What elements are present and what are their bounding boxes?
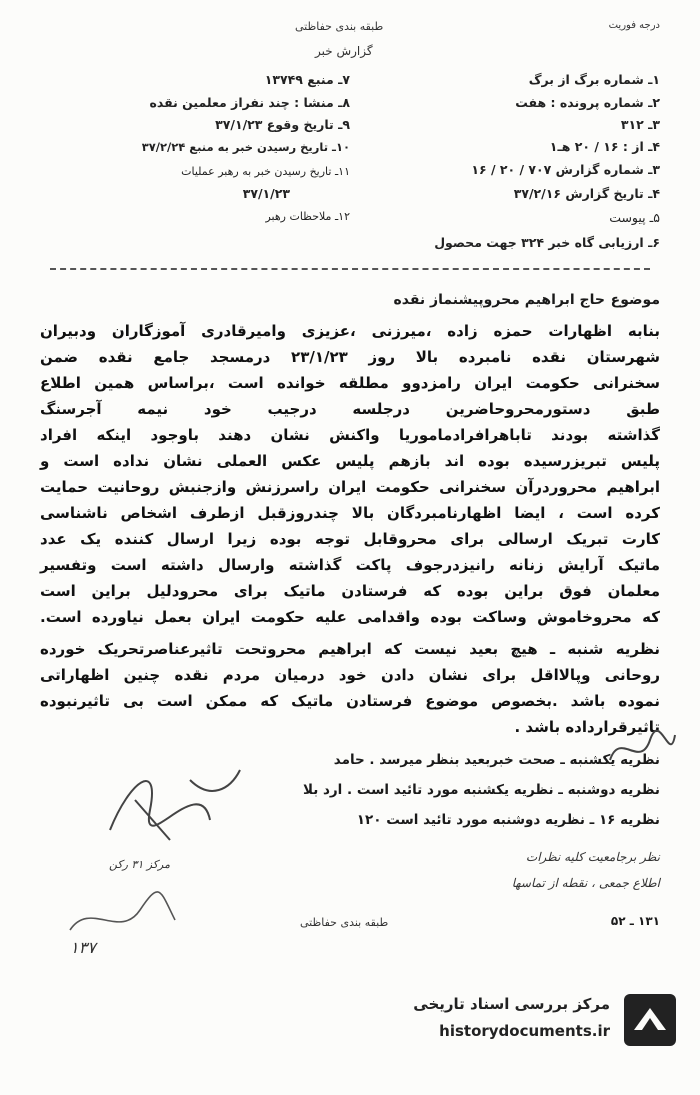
field-l-11-date: ۳۷/۱/۲۳ [242, 186, 290, 201]
field-l-12: ۱۲ـ ملاحظات رهبر [265, 210, 350, 223]
body-line-6: پلیس تبریزرسیده بوده اند بازهم پلیس عکس العملی نشان نداده است و [40, 452, 660, 470]
field-l-9: ۹ـ تاریخ وقوع ۳۷/۱/۲۳ [215, 117, 350, 132]
field-r-4: ۴ـ از : ۱۶ / ۲۰ هـ۱ [549, 139, 660, 154]
field-r-7: ۵ـ پیوست [609, 210, 660, 225]
field-r-1: ۱ـ شماره برگ از برگ [528, 72, 660, 87]
footer-classification: طبقه بندی حفاظتی [300, 916, 389, 929]
footer-number: ۱۳۱ ـ ۵۲ [610, 914, 660, 928]
report-title: گزارش خبر [315, 44, 373, 58]
body-line-1: بنابه اظهارات حمزه زاده ،میرزنی ،عزیزی وامیرقادری آموزگاران ودبیران [40, 322, 660, 340]
body-line-10: ماتیک آرایش زنانه رانیزدرجوف پاکت گذاشته وارسال داشته است وتفسیر [40, 556, 660, 574]
body-line-15: نموده باشد .بخصوص موضوع فرستادن ماتیک که ممکن است بی تاثیرنبوده [40, 692, 660, 710]
page-mark: ۱۳۷ [70, 938, 96, 957]
body-line-3: سخنرانی حکومت ایران رامزدوو مطلقه خوانده است ،براساس همین اطلاع [40, 374, 660, 392]
opinion-16: نظریه ۱۶ ـ نظریه دوشنبه مورد تائید است ۱۲۰ [356, 812, 660, 828]
body-line-9: کارت تبریک ارسالی برای محروقابل توجه بوده زیرا ارسال کننده یک عدد [40, 530, 660, 548]
signature-scribble-2 [600, 720, 680, 780]
field-r-2: ۲ـ شماره پرونده : هفت [515, 95, 660, 110]
divider-top [50, 268, 650, 270]
opinion-sunday: نظریه یکشنبه ـ صحت خبربعید بنظر میرسد . حامد [333, 752, 660, 768]
opinion-monday: نظریه دوشنبه ـ نظریه یکشنبه مورد تائید است . ارد بلا [302, 782, 660, 798]
archive-logo-icon [620, 990, 680, 1050]
degree-label: درجه فوریت [608, 20, 660, 31]
watermark-line2: historydocuments.ir [439, 1022, 610, 1040]
body-line-13: نظریه شنبه ـ هیچ بعید نیست که ابراهیم محروتحت تاثیرعناصرتحریک خورده [40, 640, 660, 658]
classification-top: طبقه بندی حفاظتی [295, 20, 384, 33]
body-line-7: ابراهیم محروردرآن سخنرانی حکومت ایران راسرزنش وازجنبش روحانیت حمایت [40, 478, 660, 496]
body-line-12: که محروخاموش وساکت بوده واقدامی علیه حکومت ایران بعمل نیاورده است. [40, 608, 660, 626]
field-r-3: ۳ـ ۳۱۲ [620, 117, 660, 132]
handwritten-note-1: نظر برجامعیت کلیه نظرات [525, 850, 660, 864]
field-l-11: ۱۱ـ تاریخ رسیدن خبر به رهبر عملیات [181, 165, 350, 178]
body-line-16: تاثیرقرارداده باشد . [514, 718, 660, 736]
field-l-7: ۷ـ منبع ۱۳۷۴۹ [264, 72, 350, 87]
body-line-11: معلمان فوق براین بوده که فرستادن ماتیک برای محرودلیل براین است [40, 582, 660, 600]
body-line-4: طبق دستورمحروحاضرین درجلسه درجیب خود نیمه آجرسنگ [40, 400, 660, 418]
body-line-2: شهرستان نقده نامبرده بالا روز ۲۳/۱/۲۳ درمسجد جامع نقده ضمن [40, 348, 660, 366]
subject-text: حاج ابراهیم محروپیشنماز نقده [393, 292, 605, 308]
subject-label: موضوع [610, 292, 660, 308]
field-r-6: ۴ـ تاریخ گزارش ۳۷/۲/۱۶ [513, 186, 660, 201]
handwritten-note-3: مرکز ۳۱ رکن [108, 858, 170, 871]
body-line-14: روحانی وپالااقل برای نشان دادن خود درمیان مردم نقده چنین اظهاراتی [40, 666, 660, 684]
body-line-8: کرده است ، ایضا اظهارنامبردگان بالا چندروزقبل ازطرف اشخاص ناشناسی [40, 504, 660, 522]
handwritten-note-2: اطلاع جمعی ، نقطه از تماسها [511, 876, 660, 890]
signature-scribble-1 [90, 740, 250, 870]
body-line-5: گذاشته بودند تاباهرافرادماموریا واکنش نشان دهند باوجود اینکه افراد [40, 426, 660, 444]
watermark-line1: مرکز بررسی اسناد تاریخی [413, 995, 610, 1013]
field-r-5: ۳ـ شماره گزارش ۷۰۷ / ۲۰ / ۱۶ [471, 162, 660, 177]
field-l-8: ۸ـ منشا : چند نفراز معلمین نقده [149, 95, 350, 110]
field-l-10: ۱۰ـ تاریخ رسیدن خبر به منبع ۳۷/۲/۲۴ [141, 140, 350, 154]
field-r-8: ۶ـ ارزیابی گاه خبر ۳۲۴ جهت محصول [434, 235, 660, 250]
